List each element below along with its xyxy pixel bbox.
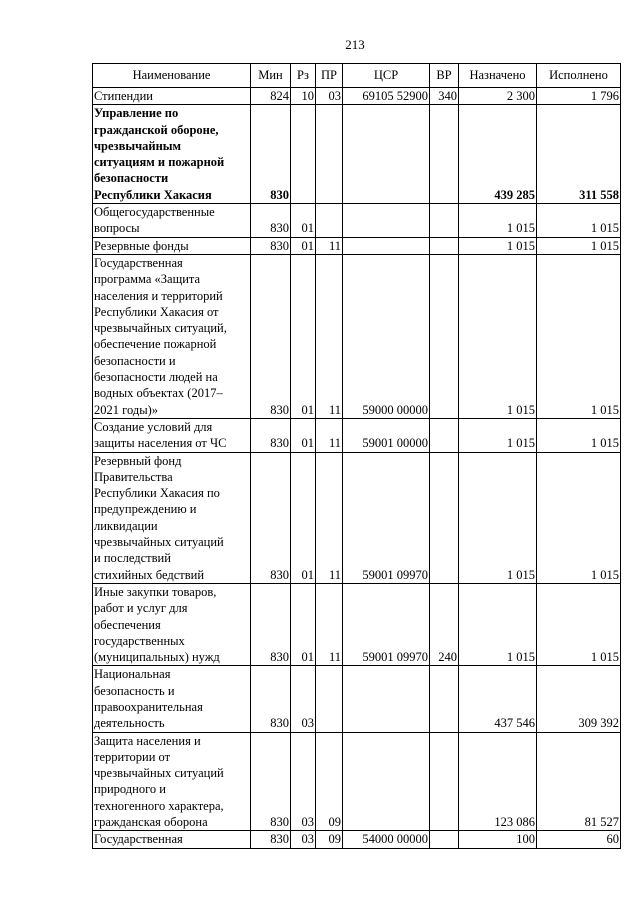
header-name: Наименование: [93, 64, 251, 88]
table-row: [93, 583, 621, 665]
row-pr: 11: [316, 583, 343, 665]
row-pr: 11: [316, 452, 343, 583]
row-vr: [430, 452, 459, 583]
row-assigned: 1 015: [459, 204, 537, 238]
row-rz: 10: [291, 88, 316, 105]
row-rz: 03: [291, 666, 316, 732]
table-row: [93, 105, 621, 204]
row-name: Государственная: [93, 831, 251, 848]
row-rz: 01: [291, 254, 316, 418]
table-row: [93, 831, 621, 848]
row-name: Резервный фонд Правительства Республики Хакасия по предупреждению и ликвидации чрезвычайных ситуаций и последствий стихийных бедствий: [93, 452, 251, 583]
row-csr: 59001 09970: [343, 583, 430, 665]
row-min: 830: [251, 666, 291, 732]
row-min: 830: [251, 831, 291, 848]
page-number: 213: [345, 37, 365, 52]
row-min: 830: [251, 418, 291, 452]
table-row: [93, 254, 621, 418]
table-row: [93, 452, 621, 583]
row-rz: 01: [291, 418, 316, 452]
header-executed: Исполнено: [537, 64, 621, 88]
row-rz: 03: [291, 831, 316, 848]
row-assigned: 100: [459, 831, 537, 848]
row-executed: 1 015: [537, 452, 621, 583]
row-csr: [343, 237, 430, 254]
row-executed: 311 558: [537, 105, 621, 204]
row-pr: 09: [316, 732, 343, 831]
row-name: Резервные фонды: [93, 237, 251, 254]
row-name: Создание условий для защиты населения от ЧС: [93, 418, 251, 452]
row-executed: 1 015: [537, 418, 621, 452]
header-min: Мин: [251, 64, 291, 88]
row-pr: 11: [316, 254, 343, 418]
row-vr: 240: [430, 583, 459, 665]
row-pr: 09: [316, 831, 343, 848]
row-pr: [316, 204, 343, 238]
row-rz: [291, 105, 316, 204]
row-name: Национальная безопасность и правоохранительная деятельность: [93, 666, 251, 732]
table-row: [93, 418, 621, 452]
row-rz: 01: [291, 237, 316, 254]
row-assigned: 437 546: [459, 666, 537, 732]
row-csr: [343, 732, 430, 831]
row-pr: 03: [316, 88, 343, 105]
row-name: Иные закупки товаров, работ и услуг для обеспечения государственных (муниципальных) нужд: [93, 583, 251, 665]
row-name: Общегосударственные вопросы: [93, 204, 251, 238]
row-pr: [316, 666, 343, 732]
row-rz: 03: [291, 732, 316, 831]
row-assigned: 123 086: [459, 732, 537, 831]
row-pr: 11: [316, 418, 343, 452]
row-csr: [343, 105, 430, 204]
row-pr: [316, 105, 343, 204]
row-min: 830: [251, 237, 291, 254]
row-executed: 1 015: [537, 254, 621, 418]
row-vr: [430, 666, 459, 732]
row-csr: [343, 666, 430, 732]
row-csr: 59001 09970: [343, 452, 430, 583]
row-assigned: 2 300: [459, 88, 537, 105]
table-row: [93, 204, 621, 238]
row-assigned: 1 015: [459, 583, 537, 665]
row-name: Защита населения и территории от чрезвычайных ситуаций природного и техногенного характера, гражданская оборона: [93, 732, 251, 831]
header-assigned: Назначено: [459, 64, 537, 88]
table-row: [93, 666, 621, 732]
header-vr: ВР: [430, 64, 459, 88]
header-rz: Рз: [291, 64, 316, 88]
row-csr: [343, 204, 430, 238]
row-min: 830: [251, 105, 291, 204]
row-vr: [430, 105, 459, 204]
row-csr: 59000 00000: [343, 254, 430, 418]
row-vr: [430, 732, 459, 831]
row-name: Стипендии: [93, 88, 251, 105]
row-assigned: 1 015: [459, 418, 537, 452]
row-rz: 01: [291, 204, 316, 238]
row-rz: 01: [291, 583, 316, 665]
header-pr: ПР: [316, 64, 343, 88]
row-csr: 54000 00000: [343, 831, 430, 848]
row-vr: [430, 418, 459, 452]
row-min: 830: [251, 254, 291, 418]
table-row: [93, 88, 621, 105]
budget-table: [92, 63, 621, 849]
row-executed: 60: [537, 831, 621, 848]
table-header-row: [93, 64, 621, 88]
row-csr: 69105 52900: [343, 88, 430, 105]
row-name: Государственная программа «Защита населения и территорий Республики Хакасия от чрезвычайных ситуаций, обеспечение пожарной безопасности и безопасности людей на водных объектах (2017– 2021 годы)»: [93, 254, 251, 418]
row-name: Управление по гражданской обороне, чрезвычайным ситуациям и пожарной безопасности Республики Хакасия: [93, 105, 251, 204]
row-vr: [430, 204, 459, 238]
row-vr: [430, 237, 459, 254]
row-assigned: 1 015: [459, 452, 537, 583]
row-assigned: 439 285: [459, 105, 537, 204]
row-vr: 340: [430, 88, 459, 105]
row-executed: 1 796: [537, 88, 621, 105]
row-executed: 1 015: [537, 237, 621, 254]
row-min: 830: [251, 452, 291, 583]
row-executed: 309 392: [537, 666, 621, 732]
table-row: [93, 732, 621, 831]
row-min: 830: [251, 732, 291, 831]
row-min: 824: [251, 88, 291, 105]
row-min: 830: [251, 204, 291, 238]
row-csr: 59001 00000: [343, 418, 430, 452]
row-executed: 81 527: [537, 732, 621, 831]
table-row: [93, 237, 621, 254]
row-min: 830: [251, 583, 291, 665]
row-assigned: 1 015: [459, 237, 537, 254]
row-vr: [430, 254, 459, 418]
row-executed: 1 015: [537, 583, 621, 665]
header-csr: ЦСР: [343, 64, 430, 88]
row-assigned: 1 015: [459, 254, 537, 418]
row-executed: 1 015: [537, 204, 621, 238]
row-vr: [430, 831, 459, 848]
row-pr: 11: [316, 237, 343, 254]
row-rz: 01: [291, 452, 316, 583]
